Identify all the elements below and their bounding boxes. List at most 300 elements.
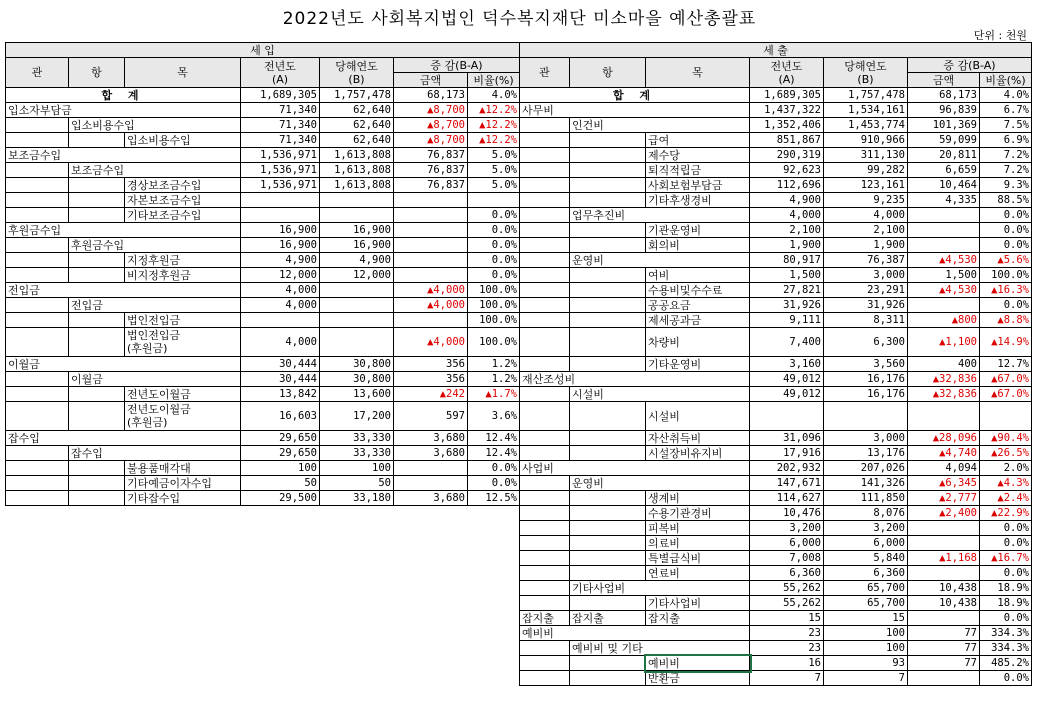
cur-cell[interactable]: 62,640 xyxy=(320,103,394,118)
cur-cell[interactable]: 1,453,774 xyxy=(824,118,908,133)
prev-cell[interactable]: 15 xyxy=(750,611,824,626)
mok-cell[interactable]: 시설비 xyxy=(646,402,750,431)
diff-amount-cell[interactable] xyxy=(908,671,980,686)
mok-cell[interactable]: 기타사업비 xyxy=(646,596,750,611)
mok-cell[interactable]: 기타잡수입 xyxy=(125,491,241,506)
cur-cell[interactable]: 1,900 xyxy=(824,238,908,253)
diff-ratio-cell[interactable]: 334.3% xyxy=(980,626,1032,641)
gwan-cell[interactable] xyxy=(520,536,570,551)
gwan-cell[interactable] xyxy=(520,476,570,491)
diff-amount-cell[interactable]: 1,500 xyxy=(908,268,980,283)
gwan-cell[interactable] xyxy=(520,208,570,223)
hang-cell[interactable] xyxy=(570,671,646,686)
gwan-cell[interactable] xyxy=(6,313,69,328)
cur-cell[interactable]: 1,757,478 xyxy=(320,88,394,103)
prev-cell[interactable]: 851,867 xyxy=(750,133,824,148)
gwan-cell[interactable] xyxy=(520,551,570,566)
mok-cell[interactable]: 공공요금 xyxy=(646,298,750,313)
diff-ratio-cell[interactable]: ▲12.2% xyxy=(468,103,520,118)
diff-amount-cell[interactable]: 6,659 xyxy=(908,163,980,178)
mok-cell[interactable]: 차량비 xyxy=(646,328,750,357)
hang-cell[interactable] xyxy=(570,521,646,536)
prev-cell[interactable]: 7 xyxy=(750,671,824,686)
total-label[interactable]: 합 계 xyxy=(6,88,241,103)
hang-cell[interactable] xyxy=(69,461,125,476)
cur-cell[interactable]: 15 xyxy=(824,611,908,626)
diff-amount-cell[interactable] xyxy=(908,521,980,536)
cur-cell[interactable]: 16,176 xyxy=(824,372,908,387)
hang-cell[interactable] xyxy=(69,178,125,193)
mok-cell[interactable]: 기타후생경비 xyxy=(646,193,750,208)
gwan-cell[interactable]: 입소자부담금 xyxy=(6,103,241,118)
cur-cell[interactable]: 30,800 xyxy=(320,372,394,387)
diff-amount-cell[interactable]: ▲2,777 xyxy=(908,491,980,506)
mok-cell[interactable]: 생계비 xyxy=(646,491,750,506)
diff-ratio-cell[interactable]: 4.0% xyxy=(980,88,1032,103)
diff-amount-cell[interactable]: ▲1,100 xyxy=(908,328,980,357)
cur-cell[interactable]: 13,176 xyxy=(824,446,908,461)
diff-ratio-cell[interactable]: 12.7% xyxy=(980,357,1032,372)
hang-cell[interactable] xyxy=(570,357,646,372)
diff-amount-cell[interactable]: ▲8,700 xyxy=(394,133,468,148)
prev-cell[interactable]: 71,340 xyxy=(241,103,320,118)
diff-ratio-cell[interactable]: 3.6% xyxy=(468,402,520,431)
cur-cell[interactable]: 8,311 xyxy=(824,313,908,328)
diff-amount-cell[interactable]: ▲4,000 xyxy=(394,328,468,357)
hang-cell[interactable]: 전입금 xyxy=(69,298,241,313)
gwan-cell[interactable]: 잡지출 xyxy=(520,611,570,626)
gwan-cell[interactable] xyxy=(6,387,69,402)
diff-ratio-cell[interactable]: ▲12.2% xyxy=(468,118,520,133)
cur-cell[interactable]: 2,100 xyxy=(824,223,908,238)
hang-cell[interactable] xyxy=(69,402,125,431)
mok-cell[interactable]: 퇴직적립금 xyxy=(646,163,750,178)
prev-cell[interactable]: 71,340 xyxy=(241,118,320,133)
diff-ratio-cell[interactable] xyxy=(980,402,1032,431)
diff-ratio-cell[interactable]: ▲2.4% xyxy=(980,491,1032,506)
prev-cell[interactable]: 7,400 xyxy=(750,328,824,357)
cur-cell[interactable]: 4,900 xyxy=(320,253,394,268)
diff-amount-cell[interactable] xyxy=(908,238,980,253)
mok-cell[interactable]: 시설장비유지비 xyxy=(646,446,750,461)
prev-cell[interactable]: 1,352,406 xyxy=(750,118,824,133)
gwan-cell[interactable]: 전입금 xyxy=(6,283,241,298)
hang-cell[interactable] xyxy=(69,268,125,283)
diff-ratio-cell[interactable]: 0.0% xyxy=(980,238,1032,253)
gwan-cell[interactable] xyxy=(6,328,69,357)
gwan-cell[interactable] xyxy=(520,238,570,253)
diff-amount-cell[interactable]: 68,173 xyxy=(394,88,468,103)
hang-cell[interactable] xyxy=(69,476,125,491)
prev-cell[interactable]: 1,536,971 xyxy=(241,148,320,163)
diff-ratio-cell[interactable]: 0.0% xyxy=(468,223,520,238)
diff-amount-cell[interactable]: ▲6,345 xyxy=(908,476,980,491)
diff-amount-cell[interactable]: ▲8,700 xyxy=(394,118,468,133)
diff-ratio-cell[interactable]: ▲5.6% xyxy=(980,253,1032,268)
gwan-cell[interactable] xyxy=(520,328,570,357)
prev-cell[interactable]: 80,917 xyxy=(750,253,824,268)
cur-cell[interactable]: 8,076 xyxy=(824,506,908,521)
gwan-cell[interactable] xyxy=(520,581,570,596)
prev-cell[interactable]: 12,000 xyxy=(241,268,320,283)
diff-ratio-cell[interactable]: 0.0% xyxy=(468,268,520,283)
prev-cell[interactable]: 6,360 xyxy=(750,566,824,581)
prev-cell[interactable]: 3,160 xyxy=(750,357,824,372)
diff-ratio-cell[interactable]: 88.5% xyxy=(980,193,1032,208)
diff-amount-cell[interactable]: 77 xyxy=(908,641,980,656)
cur-cell[interactable]: 1,613,808 xyxy=(320,163,394,178)
prev-cell[interactable] xyxy=(241,193,320,208)
cur-cell[interactable]: 30,800 xyxy=(320,357,394,372)
prev-cell[interactable]: 55,262 xyxy=(750,596,824,611)
gwan-cell[interactable] xyxy=(6,298,69,313)
hang-cell[interactable]: 후원금수입 xyxy=(69,238,241,253)
diff-amount-cell[interactable]: 10,438 xyxy=(908,596,980,611)
gwan-cell[interactable] xyxy=(520,491,570,506)
diff-amount-cell[interactable]: ▲4,000 xyxy=(394,283,468,298)
cur-cell[interactable]: 4,000 xyxy=(824,208,908,223)
prev-cell[interactable]: 29,500 xyxy=(241,491,320,506)
prev-cell[interactable]: 112,696 xyxy=(750,178,824,193)
cur-cell[interactable]: 99,282 xyxy=(824,163,908,178)
hang-cell[interactable] xyxy=(570,536,646,551)
diff-ratio-cell[interactable]: ▲67.0% xyxy=(980,387,1032,402)
mok-cell[interactable]: 회의비 xyxy=(646,238,750,253)
gwan-cell[interactable] xyxy=(6,491,69,506)
diff-amount-cell[interactable]: 356 xyxy=(394,372,468,387)
gwan-cell[interactable] xyxy=(6,372,69,387)
gwan-cell[interactable] xyxy=(6,238,69,253)
mok-cell[interactable]: 반환금 xyxy=(646,671,750,686)
gwan-cell[interactable] xyxy=(6,118,69,133)
cur-cell[interactable] xyxy=(320,298,394,313)
cur-cell[interactable]: 7 xyxy=(824,671,908,686)
prev-cell[interactable]: 16,900 xyxy=(241,223,320,238)
gwan-cell[interactable] xyxy=(520,596,570,611)
hang-cell[interactable] xyxy=(570,238,646,253)
diff-amount-cell[interactable]: 76,837 xyxy=(394,148,468,163)
hang-cell[interactable]: 잡수입 xyxy=(69,446,241,461)
prev-cell[interactable]: 49,012 xyxy=(750,387,824,402)
hang-cell[interactable] xyxy=(69,491,125,506)
mok-cell[interactable]: 사회보험부담금 xyxy=(646,178,750,193)
diff-ratio-cell[interactable]: 7.2% xyxy=(980,148,1032,163)
cur-cell[interactable]: 65,700 xyxy=(824,596,908,611)
cur-cell[interactable]: 3,560 xyxy=(824,357,908,372)
diff-ratio-cell[interactable]: ▲1.7% xyxy=(468,387,520,402)
mok-cell[interactable]: 자본보조금수입 xyxy=(125,193,241,208)
prev-cell[interactable]: 31,926 xyxy=(750,298,824,313)
diff-amount-cell[interactable]: ▲800 xyxy=(908,313,980,328)
mok-cell[interactable]: 의료비 xyxy=(646,536,750,551)
diff-amount-cell[interactable] xyxy=(394,476,468,491)
hang-cell[interactable] xyxy=(570,491,646,506)
mok-cell[interactable]: 기타보조금수입 xyxy=(125,208,241,223)
hang-cell[interactable]: 기타사업비 xyxy=(570,581,750,596)
diff-ratio-cell[interactable]: 0.0% xyxy=(980,223,1032,238)
prev-cell[interactable]: 114,627 xyxy=(750,491,824,506)
gwan-cell[interactable] xyxy=(520,148,570,163)
prev-cell[interactable]: 29,650 xyxy=(241,431,320,446)
diff-ratio-cell[interactable]: 0.0% xyxy=(468,238,520,253)
diff-amount-cell[interactable] xyxy=(908,536,980,551)
hang-cell[interactable]: 운영비 xyxy=(570,253,750,268)
gwan-cell[interactable] xyxy=(6,461,69,476)
diff-ratio-cell[interactable]: 0.0% xyxy=(468,476,520,491)
diff-amount-cell[interactable]: ▲4,740 xyxy=(908,446,980,461)
prev-cell[interactable]: 202,932 xyxy=(750,461,824,476)
diff-amount-cell[interactable]: ▲4,000 xyxy=(394,298,468,313)
cur-cell[interactable]: 100 xyxy=(320,461,394,476)
prev-cell[interactable]: 9,111 xyxy=(750,313,824,328)
diff-ratio-cell[interactable]: ▲22.9% xyxy=(980,506,1032,521)
gwan-cell[interactable] xyxy=(6,178,69,193)
prev-cell[interactable]: 71,340 xyxy=(241,133,320,148)
gwan-cell[interactable]: 후원금수입 xyxy=(6,223,241,238)
prev-cell[interactable]: 55,262 xyxy=(750,581,824,596)
prev-cell[interactable]: 92,623 xyxy=(750,163,824,178)
gwan-cell[interactable] xyxy=(6,476,69,491)
gwan-cell[interactable] xyxy=(6,253,69,268)
diff-amount-cell[interactable] xyxy=(908,223,980,238)
hang-cell[interactable]: 운영비 xyxy=(570,476,750,491)
prev-cell[interactable]: 13,842 xyxy=(241,387,320,402)
prev-cell[interactable]: 1,689,305 xyxy=(750,88,824,103)
cur-cell[interactable] xyxy=(320,328,394,357)
hang-cell[interactable] xyxy=(570,313,646,328)
gwan-cell[interactable] xyxy=(520,193,570,208)
gwan-cell[interactable] xyxy=(520,387,570,402)
prev-cell[interactable]: 1,500 xyxy=(750,268,824,283)
prev-cell[interactable]: 4,000 xyxy=(750,208,824,223)
gwan-cell[interactable] xyxy=(6,402,69,431)
mok-cell[interactable]: 잡지출 xyxy=(646,611,750,626)
cur-cell[interactable]: 100 xyxy=(824,641,908,656)
hang-cell[interactable] xyxy=(570,148,646,163)
gwan-cell[interactable] xyxy=(520,253,570,268)
hang-cell[interactable]: 예비비 및 기타 xyxy=(570,641,750,656)
gwan-cell[interactable]: 이월금 xyxy=(6,357,241,372)
prev-cell[interactable]: 1,689,305 xyxy=(241,88,320,103)
cur-cell[interactable]: 16,176 xyxy=(824,387,908,402)
mok-cell[interactable]: 비지정후원금 xyxy=(125,268,241,283)
diff-ratio-cell[interactable]: 0.0% xyxy=(980,566,1032,581)
diff-ratio-cell[interactable]: ▲8.8% xyxy=(980,313,1032,328)
gwan-cell[interactable] xyxy=(520,446,570,461)
gwan-cell[interactable]: 예비비 xyxy=(520,626,750,641)
diff-ratio-cell[interactable]: 4.0% xyxy=(468,88,520,103)
gwan-cell[interactable] xyxy=(520,521,570,536)
diff-amount-cell[interactable]: 10,438 xyxy=(908,581,980,596)
diff-ratio-cell[interactable]: 1.2% xyxy=(468,357,520,372)
diff-ratio-cell[interactable]: 0.0% xyxy=(468,253,520,268)
diff-amount-cell[interactable] xyxy=(394,193,468,208)
hang-cell[interactable] xyxy=(69,328,125,357)
diff-ratio-cell[interactable]: 6.9% xyxy=(980,133,1032,148)
gwan-cell[interactable] xyxy=(520,402,570,431)
gwan-cell[interactable] xyxy=(520,671,570,686)
hang-cell[interactable] xyxy=(570,133,646,148)
diff-ratio-cell[interactable]: 0.0% xyxy=(468,461,520,476)
diff-ratio-cell[interactable]: 0.0% xyxy=(980,521,1032,536)
prev-cell[interactable]: 30,444 xyxy=(241,372,320,387)
mok-cell[interactable]: 여비 xyxy=(646,268,750,283)
diff-amount-cell[interactable] xyxy=(908,208,980,223)
cur-cell[interactable] xyxy=(320,193,394,208)
cur-cell[interactable]: 123,161 xyxy=(824,178,908,193)
diff-amount-cell[interactable]: ▲1,168 xyxy=(908,551,980,566)
prev-cell[interactable]: 31,096 xyxy=(750,431,824,446)
diff-amount-cell[interactable]: 4,335 xyxy=(908,193,980,208)
diff-ratio-cell[interactable]: 100.0% xyxy=(468,283,520,298)
cur-cell[interactable]: 6,360 xyxy=(824,566,908,581)
mok-cell[interactable]: 자산취득비 xyxy=(646,431,750,446)
diff-amount-cell[interactable] xyxy=(394,461,468,476)
prev-cell[interactable]: 1,536,971 xyxy=(241,178,320,193)
diff-amount-cell[interactable]: 20,811 xyxy=(908,148,980,163)
diff-ratio-cell[interactable]: 7.2% xyxy=(980,163,1032,178)
prev-cell[interactable]: 23 xyxy=(750,641,824,656)
prev-cell[interactable]: 49,012 xyxy=(750,372,824,387)
diff-amount-cell[interactable]: 101,369 xyxy=(908,118,980,133)
diff-amount-cell[interactable]: 76,837 xyxy=(394,163,468,178)
prev-cell[interactable]: 1,900 xyxy=(750,238,824,253)
hang-cell[interactable] xyxy=(69,253,125,268)
prev-cell[interactable]: 4,000 xyxy=(241,283,320,298)
gwan-cell[interactable]: 사무비 xyxy=(520,103,750,118)
cur-cell[interactable]: 111,850 xyxy=(824,491,908,506)
diff-ratio-cell[interactable]: 5.0% xyxy=(468,178,520,193)
gwan-cell[interactable] xyxy=(520,268,570,283)
diff-amount-cell[interactable]: 356 xyxy=(394,357,468,372)
hang-cell[interactable]: 이월금 xyxy=(69,372,241,387)
hang-cell[interactable] xyxy=(570,596,646,611)
prev-cell[interactable]: 29,650 xyxy=(241,446,320,461)
mok-cell[interactable]: 전년도이월금 (후원금) xyxy=(125,402,241,431)
cur-cell[interactable]: 16,900 xyxy=(320,223,394,238)
hang-cell[interactable] xyxy=(570,566,646,581)
hang-cell[interactable] xyxy=(570,178,646,193)
hang-cell[interactable] xyxy=(570,656,646,671)
cur-cell[interactable]: 31,926 xyxy=(824,298,908,313)
diff-amount-cell[interactable] xyxy=(394,208,468,223)
hang-cell[interactable] xyxy=(570,163,646,178)
cur-cell[interactable]: 311,130 xyxy=(824,148,908,163)
diff-ratio-cell[interactable]: 100.0% xyxy=(468,298,520,313)
diff-amount-cell[interactable]: 400 xyxy=(908,357,980,372)
diff-ratio-cell[interactable]: 18.9% xyxy=(980,596,1032,611)
gwan-cell[interactable] xyxy=(520,313,570,328)
prev-cell[interactable]: 27,821 xyxy=(750,283,824,298)
gwan-cell[interactable] xyxy=(520,178,570,193)
gwan-cell[interactable] xyxy=(6,193,69,208)
hang-cell[interactable] xyxy=(69,208,125,223)
hang-cell[interactable]: 시설비 xyxy=(570,387,750,402)
cur-cell[interactable]: 12,000 xyxy=(320,268,394,283)
diff-ratio-cell[interactable]: 100.0% xyxy=(980,268,1032,283)
diff-ratio-cell[interactable]: ▲90.4% xyxy=(980,431,1032,446)
prev-cell[interactable]: 17,916 xyxy=(750,446,824,461)
diff-amount-cell[interactable]: 597 xyxy=(394,402,468,431)
cur-cell[interactable]: 65,700 xyxy=(824,581,908,596)
diff-amount-cell[interactable]: 10,464 xyxy=(908,178,980,193)
diff-ratio-cell[interactable]: 12.4% xyxy=(468,446,520,461)
gwan-cell[interactable] xyxy=(520,506,570,521)
mok-cell[interactable]: 피복비 xyxy=(646,521,750,536)
prev-cell[interactable]: 4,000 xyxy=(241,298,320,313)
prev-cell[interactable]: 16 xyxy=(750,656,824,671)
diff-ratio-cell[interactable]: ▲16.3% xyxy=(980,283,1032,298)
gwan-cell[interactable] xyxy=(6,133,69,148)
diff-amount-cell[interactable]: ▲2,400 xyxy=(908,506,980,521)
hang-cell[interactable] xyxy=(69,313,125,328)
prev-cell[interactable] xyxy=(241,313,320,328)
prev-cell[interactable]: 3,200 xyxy=(750,521,824,536)
gwan-cell[interactable] xyxy=(520,357,570,372)
diff-ratio-cell[interactable]: 1.2% xyxy=(468,372,520,387)
gwan-cell[interactable] xyxy=(520,566,570,581)
cur-cell[interactable]: 1,613,808 xyxy=(320,148,394,163)
prev-cell[interactable] xyxy=(750,402,824,431)
cur-cell[interactable]: 62,640 xyxy=(320,133,394,148)
cur-cell[interactable]: 3,000 xyxy=(824,268,908,283)
prev-cell[interactable]: 4,900 xyxy=(750,193,824,208)
cur-cell[interactable]: 33,330 xyxy=(320,431,394,446)
cur-cell[interactable]: 33,180 xyxy=(320,491,394,506)
diff-ratio-cell[interactable]: ▲14.9% xyxy=(980,328,1032,357)
hang-cell[interactable]: 보조금수입 xyxy=(69,163,241,178)
hang-cell[interactable]: 입소비용수입 xyxy=(69,118,241,133)
cur-cell[interactable]: 5,840 xyxy=(824,551,908,566)
cur-cell[interactable]: 9,235 xyxy=(824,193,908,208)
total-label[interactable]: 합 계 xyxy=(520,88,750,103)
diff-amount-cell[interactable]: ▲28,096 xyxy=(908,431,980,446)
hang-cell[interactable]: 인건비 xyxy=(570,118,750,133)
gwan-cell[interactable] xyxy=(520,163,570,178)
diff-amount-cell[interactable] xyxy=(908,611,980,626)
cur-cell[interactable]: 910,966 xyxy=(824,133,908,148)
diff-amount-cell[interactable] xyxy=(394,253,468,268)
prev-cell[interactable]: 290,319 xyxy=(750,148,824,163)
diff-ratio-cell[interactable]: 9.3% xyxy=(980,178,1032,193)
prev-cell[interactable]: 4,900 xyxy=(241,253,320,268)
hang-cell[interactable] xyxy=(570,551,646,566)
mok-cell[interactable]: 기타운영비 xyxy=(646,357,750,372)
prev-cell[interactable]: 6,000 xyxy=(750,536,824,551)
cur-cell[interactable]: 16,900 xyxy=(320,238,394,253)
cur-cell[interactable] xyxy=(320,283,394,298)
diff-ratio-cell[interactable]: 100.0% xyxy=(468,328,520,357)
cur-cell[interactable]: 13,600 xyxy=(320,387,394,402)
cur-cell[interactable]: 62,640 xyxy=(320,118,394,133)
mok-cell[interactable]: 수용기관경비 xyxy=(646,506,750,521)
cur-cell[interactable]: 141,326 xyxy=(824,476,908,491)
hang-cell[interactable] xyxy=(570,283,646,298)
diff-amount-cell[interactable] xyxy=(394,268,468,283)
cur-cell[interactable] xyxy=(320,208,394,223)
cur-cell[interactable]: 33,330 xyxy=(320,446,394,461)
cur-cell[interactable]: 76,387 xyxy=(824,253,908,268)
mok-cell[interactable]: 수용비및수수료 xyxy=(646,283,750,298)
gwan-cell[interactable]: 잡수입 xyxy=(6,431,241,446)
cur-cell[interactable] xyxy=(824,402,908,431)
gwan-cell[interactable] xyxy=(520,283,570,298)
gwan-cell[interactable]: 사업비 xyxy=(520,461,750,476)
mok-cell[interactable]: 법인전입금 (후원금) xyxy=(125,328,241,357)
mok-cell[interactable]: 기관운영비 xyxy=(646,223,750,238)
gwan-cell[interactable] xyxy=(6,446,69,461)
gwan-cell[interactable] xyxy=(520,118,570,133)
